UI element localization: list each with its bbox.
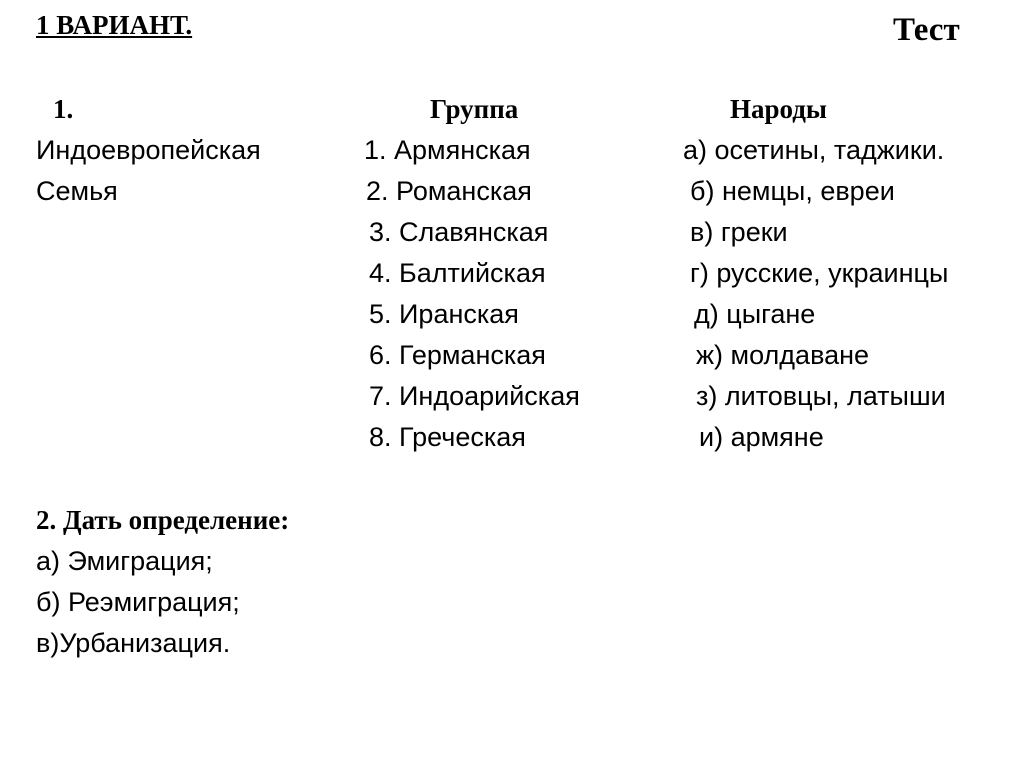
peoples-item: ж) молдаване [696,340,870,370]
variant-label: 1 ВАРИАНТ. [36,10,193,40]
page-title: Тест [893,12,960,48]
group-item: 6. Германская [369,340,546,370]
peoples-item: б) немцы, евреи [690,176,895,206]
definition-item: б) Реэмиграция; [36,587,240,617]
question-1-number: 1. [53,94,74,124]
peoples-item: в) греки [690,217,788,247]
group-column-header: Группа [430,94,519,124]
question-2-heading: 2. Дать определение: [36,505,290,535]
peoples-item: г) русские, украинцы [690,258,949,288]
peoples-item: д) цыгане [694,299,816,329]
group-item: 1. Армянская [364,135,531,165]
peoples-item: з) литовцы, латыши [696,381,946,411]
peoples-column-header: Народы [730,94,827,124]
family-label-line1: Индоевропейская [36,135,261,165]
group-item: 3. Славянская [369,217,549,247]
group-item: 5. Иранская [369,299,519,329]
group-item: 4. Балтийская [369,258,546,288]
definition-item: в)Урбанизация. [36,628,231,658]
peoples-item: и) армяне [699,422,824,452]
family-label-line2: Семья [36,176,118,206]
group-item: 8. Греческая [369,422,526,452]
group-item: 2. Романская [366,176,532,206]
group-item: 7. Индоарийская [369,381,580,411]
peoples-item: а) осетины, таджики. [683,135,945,165]
definition-item: а) Эмиграция; [36,546,213,576]
